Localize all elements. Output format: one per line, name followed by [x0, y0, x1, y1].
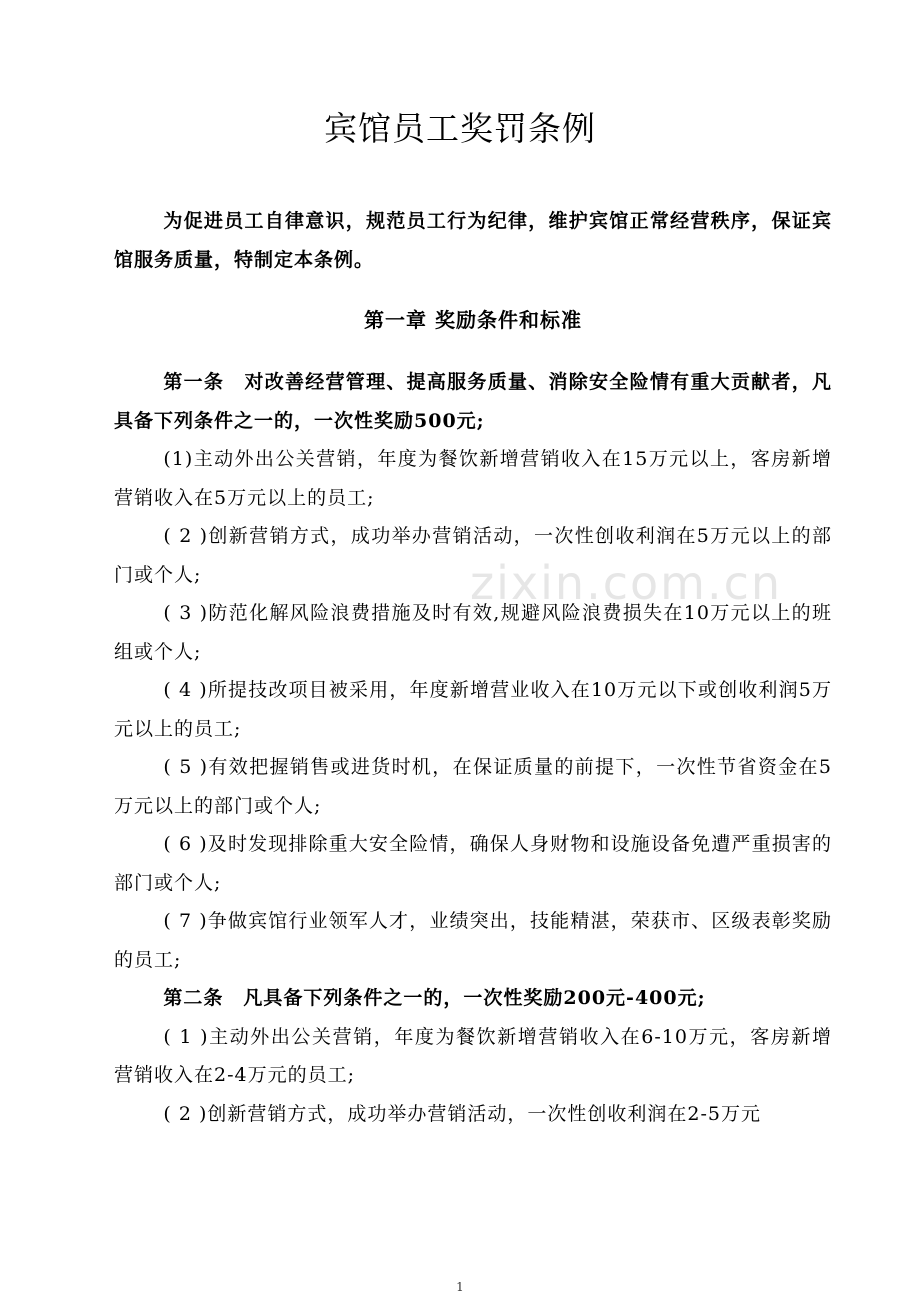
- article-2: 第二条 凡具备下列条件之一的，一次性奖励200元-400元;: [163, 987, 706, 1009]
- article-1: 第一条 对改善经营管理、提高服务质量、消除安全险情有重大贡献者，凡具备下列条件之一的，一次性奖励500元;: [114, 371, 832, 432]
- watermark-text: zixin.com.cn: [470, 556, 783, 610]
- article-1-item-2: ( 2 )创新营销方式，成功举办营销活动，一次性创收利润在5万元以上的部门或个人;: [114, 525, 832, 586]
- chapter-heading: 第一章 奖励条件和标准: [364, 308, 582, 332]
- article-1-item-1: (1)主动外出公关营销，年度为餐饮新增营销收入在15万元以上，客房新增营销收入在5万元以上的员工;: [114, 448, 832, 509]
- page-number: 1: [456, 1280, 464, 1294]
- document-body: [114, 202, 832, 1133]
- article-1-item-6: ( 6 )及时发现排除重大安全险情，确保人身财物和设施设备免遭严重损害的部门或个人;: [114, 833, 832, 894]
- intro-paragraph: 为促进员工自律意识，规范员工行为纪律，维护宾馆正常经营秩序，保证宾馆服务质量，特制定本条例。: [114, 210, 832, 271]
- article-1-item-4: ( 4 )所提技改项目被采用，年度新增营业收入在10万元以下或创收利润5万元以上的员工;: [114, 679, 832, 740]
- article-2-item-1: ( 1 )主动外出公关营销，年度为餐饮新增营销收入在6-10万元，客房新增营销收入在2-4万元的员工;: [114, 1025, 832, 1086]
- article-1-item-7: ( 7 )争做宾馆行业领军人才，业绩突出，技能精湛，荣获市、区级表彰奖励的员工;: [114, 910, 832, 971]
- article-1-item-3: ( 3 )防范化解风险浪费措施及时有效,规避风险浪费损失在10万元以上的班组或个人;: [114, 602, 832, 663]
- document-title: 宾馆员工奖罚条例: [324, 109, 596, 148]
- article-2-item-2: ( 2 )创新营销方式，成功举办营销活动，一次性创收利润在2-5万元: [163, 1102, 761, 1125]
- article-1-item-5: ( 5 )有效把握销售或进货时机，在保证质量的前提下，一次性节省资金在5万元以上的部门或个人;: [114, 756, 832, 817]
